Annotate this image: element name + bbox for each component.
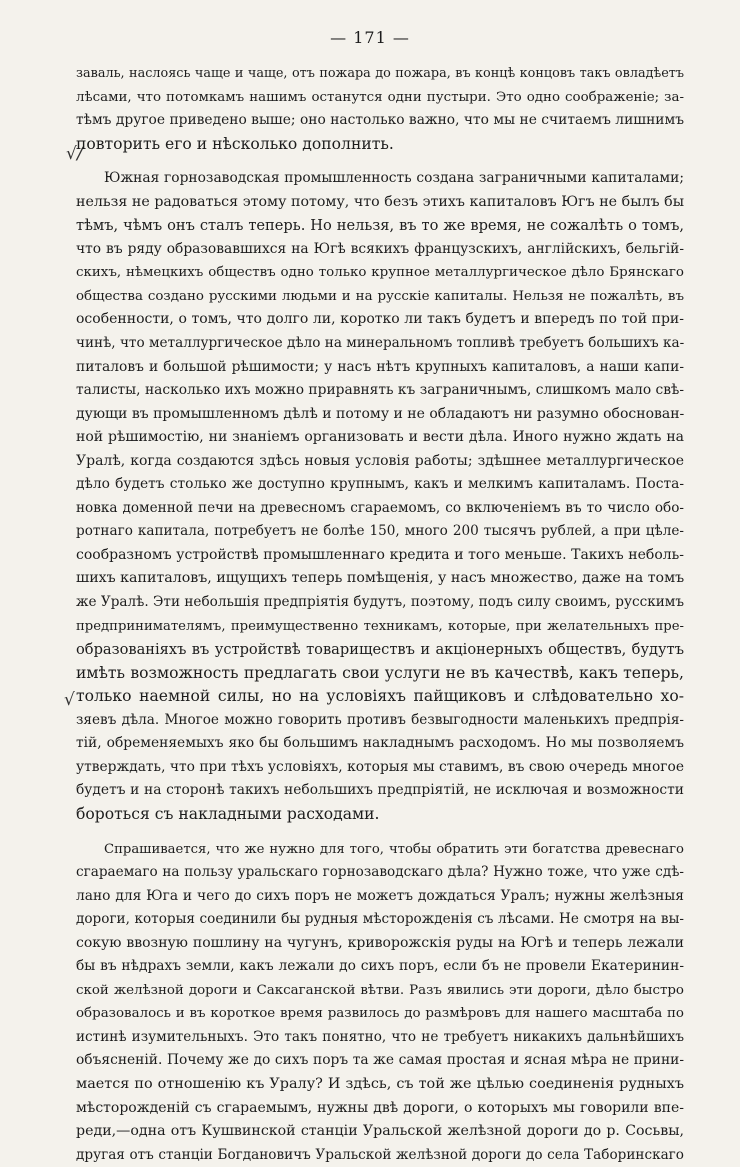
paragraph [76, 167, 684, 826]
text-line: бы въ нѣдрахъ земли, какъ лежали до сихъ поръ, если бъ не провели Екатеринин- [76, 955, 684, 979]
text-line: особенности, о томъ, что долго ли, коротко ли такъ будетъ и впередъ по той при- [76, 308, 684, 332]
text-line: предпринимателямъ, преимущественно техникамъ, которые, при желательныхъ пре- [76, 615, 684, 639]
text-line: лѣсами, что потомкамъ нашимъ останутся одни пустыри. Это одно соображеніе; за- [76, 86, 684, 110]
paragraph [76, 838, 684, 1167]
text-line: бороться съ накладными расходами. [76, 803, 684, 827]
text-line: зяевъ дѣла. Многое можно говорить противъ безвыгодности маленькихъ предпрія- [76, 709, 684, 733]
text-line: другая отъ станціи Богдановичъ Уральской желѣзной дороги до села Таборинскаго [76, 1144, 684, 1167]
text-line: ской желѣзной дороги и Саксаганской вѣтви. Разъ явились эти дороги, дѣло быстро [76, 979, 684, 1003]
text-line: образованіяхъ въ устройствѣ товариществъ и акціонерныхъ обществъ, будутъ [76, 638, 684, 662]
margin-check-mark: √/ [66, 144, 83, 164]
text-line: имѣть возможность предлагать свои услуги не въ качествѣ, какъ теперь, [76, 662, 684, 686]
text-line: тѣмъ другое приведено выше; оно настолько важно, что мы не считаемъ лишнимъ [76, 109, 684, 133]
text-line: ротнаго капитала, потребуетъ не болѣе 150, много 200 тысячъ рублей, а при цѣле- [76, 520, 684, 544]
text-line: лано для Юга и чего до сихъ поръ не можетъ дождаться Уралъ; нужны желѣзныя [76, 885, 684, 909]
text-line: мается по отношенію къ Уралу? И здѣсь, съ той же цѣлью соединенія рудныхъ [76, 1073, 684, 1097]
text-line: шихъ капиталовъ, ищущихъ теперь помѣщенія, у насъ множество, даже на томъ [76, 567, 684, 591]
text-line: истинѣ изумительныхъ. Это такъ понятно, что не требуетъ никакихъ дальнѣйшихъ [76, 1026, 684, 1050]
paragraph-gap [76, 827, 684, 838]
text-line: талисты, насколько ихъ можно приравнять къ заграничнымъ, слишкомъ мало свѣ- [76, 379, 684, 403]
paragraph-gap [76, 156, 684, 167]
text-line: скихъ, нѣмецкихъ обществъ одно только крупное металлургическое дѣло Брянскаго [76, 261, 684, 285]
text-line: Южная горнозаводская промышленность создана заграничными капиталами; [76, 167, 684, 191]
text-line: утверждать, что при тѣхъ условіяхъ, которыя мы ставимъ, въ свою очередь многое [76, 756, 684, 780]
text-line: же Уралѣ. Эти небольшія предпріятія будутъ, поэтому, подъ силу своимъ, русскимъ [76, 591, 684, 615]
text-line: сообразномъ устройствѣ промышленнаго кредита и того меньше. Такихъ неболь- [76, 544, 684, 568]
text-line: дующи въ промышленномъ дѣлѣ и потому и не обладаютъ ни разумно обоснован- [76, 403, 684, 427]
text-line: сокую ввозную пошлину на чугунъ, криворожскія руды на Югѣ и теперь лежали [76, 932, 684, 956]
text-line: новка доменной печи на древесномъ сгараемомъ, со включеніемъ въ то число обо- [76, 497, 684, 521]
text-line: повторить его и нѣсколько дополнить. [76, 133, 684, 157]
text-line: объясненій. Почему же до сихъ поръ та же самая простая и ясная мѣра не прини- [76, 1049, 684, 1073]
paragraph [76, 62, 684, 156]
text-line: сгараемаго на пользу уральскаго горнозаводскаго дѣла? Нужно тоже, что уже сдѣ- [76, 861, 684, 885]
text-line: дѣло будетъ столько же доступно крупнымъ, какъ и мелкимъ капиталамъ. Поста- [76, 473, 684, 497]
body-text [76, 62, 684, 1167]
text-line: дороги, которыя соединили бы рудныя мѣсторожденія съ лѣсами. Не смотря на вы- [76, 908, 684, 932]
text-line: Спрашивается, что же нужно для того, чтобы обратить эти богатства древеснаго [76, 838, 684, 862]
page-number: — 171 — [0, 28, 740, 47]
text-line: Уралѣ, когда создаются здѣсь новыя условія работы; здѣшнее металлургическое [76, 450, 684, 474]
text-line: только наемной силы, но на условіяхъ пайщиковъ и слѣдовательно хо- [76, 685, 684, 709]
text-line: будетъ и на сторонѣ такихъ небольшихъ предпріятій, не исключая и возможности [76, 779, 684, 803]
text-line: тій, обременяемыхъ яко бы большимъ накладнымъ расходомъ. Но мы позволяемъ [76, 732, 684, 756]
text-line: образовалось и въ короткое время развилось до размѣровъ для нашего масштаба по [76, 1002, 684, 1026]
text-line: нельзя не радоваться этому потому, что безъ этихъ капиталовъ Югъ не былъ бы [76, 191, 684, 215]
text-line: чинѣ, что металлургическое дѣло на минеральномъ топливѣ требуетъ большихъ ка- [76, 332, 684, 356]
text-line: заваль, наслоясь чаще и чаще, отъ пожара до пожара, въ концѣ концовъ такъ овладѣетъ [76, 62, 684, 86]
text-line: мѣсторожденій съ сгараемымъ, нужны двѣ дороги, о которыхъ мы говорили впе- [76, 1097, 684, 1121]
text-line: общества создано русскими людьми и на русскіе капиталы. Нельзя не пожалѣть, въ [76, 285, 684, 309]
text-line: ной рѣшимостію, ни знаніемъ организовать и вести дѣла. Иного нужно ждать на [76, 426, 684, 450]
text-line: реди,—одна отъ Кушвинской станціи Уральской желѣзной дороги до р. Сосьвы, [76, 1120, 684, 1144]
margin-check-mark: √ [64, 690, 75, 710]
text-line: что въ ряду образовавшихся на Югѣ всякихъ французскихъ, англійскихъ, бельгій- [76, 238, 684, 262]
text-line: питаловъ и большой рѣшимости; у насъ нѣтъ крупныхъ капиталовъ, а наши капи- [76, 356, 684, 380]
text-line: тѣмъ, чѣмъ онъ сталъ теперь. Но нельзя, въ то же время, не сожалѣть о томъ, [76, 214, 684, 238]
